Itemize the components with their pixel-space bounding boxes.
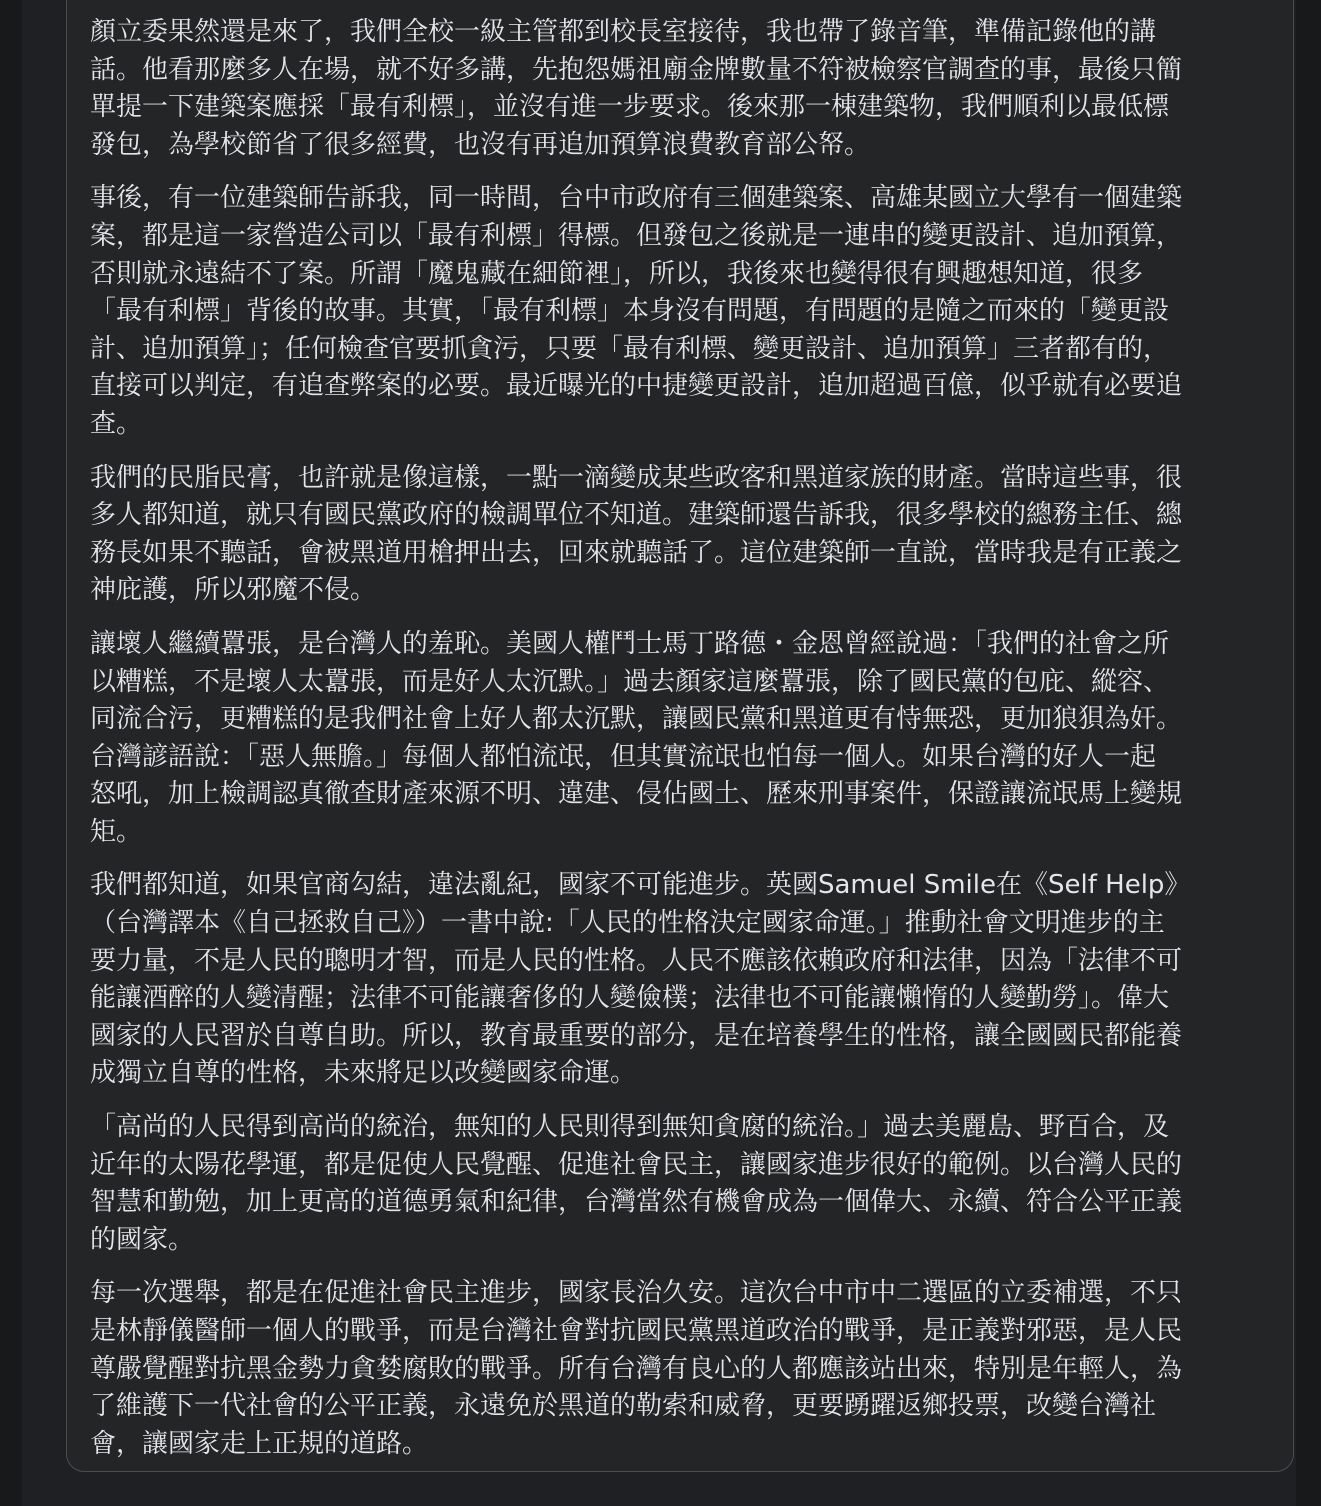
feed-column: [22, 0, 1296, 1506]
post-paragraph-6: 「高尚的人民得到高尚的統治，無知的人民則得到無知貪腐的統治。」過去美麗島、野百合，及 近年的太陽花學運，都是促使人民覺醒、促進社會民主，讓國家進步很好的範例。以台灣人民的 智慧和勤勉，加上更高的道德勇氣和紀律，台灣當然有機會成為一個偉大、永續、符合公平正義 的國家。: [90, 1112, 1183, 1255]
post-paragraph-4: 讓壞人繼續囂張，是台灣人的羞恥。美國人權鬥士馬丁路德・金恩曾經說過：「我們的社會之所 以糟糕，不是壞人太囂張，而是好人太沉默。」過去顏家這麼囂張，除了國民黨的包庇、縱容、 同流合污，更糟糕的是我們社會上好人都太沉默，讓國民黨和黑道更有恃無恐，更加狼狽為奸。 台灣諺語說：「惡人無膽。」每個人都怕流氓，但其實流氓也怕每一個人。如果台灣的好人一起 怒吼，加上檢調認真徹查財產來源不明、違建、侵佔國土、歷來刑事案件，保證讓流氓馬上變規 矩。: [90, 628, 1183, 847]
post-body-text: [90, 14, 1275, 1472]
post-paragraph-3: 我們的民脂民膏，也許就是像這樣，一點一滴變成某些政客和黑道家族的財產。當時這些事，很 多人都知道，就只有國民黨政府的檢調單位不知道。建築師還告訴我，很多學校的總務主任、總 務長如果不聽話，會被黑道用槍押出去，回來就聽話了。這位建築師一直說，當時我是有正義之 神庇護，所以邪魔不侵。: [90, 462, 1183, 606]
post-paragraph-7: 每一次選舉，都是在促進社會民主進步，國家長治久安。這次台中市中二選區的立委補選，不只 是林靜儀醫師一個人的戰爭，而是台灣社會對抗國民黨黑道政治的戰爭，是正義對邪惡，是人民 尊嚴覺醒對抗黑金勢力貪婪腐敗的戰爭。所有台灣有良心的人都應該站出來，特別是年輕人，為 了維護下一代社會的公平正義，永遠免於黑道的勒索和威脅，更要踴躍返鄉投票，改變台灣社 會，讓國家走上正規的道路。: [90, 1278, 1183, 1459]
post-card: [66, 0, 1294, 1472]
post-paragraph-1: 顏立委果然還是來了，我們全校一級主管都到校長室接待，我也帶了錄音筆，準備記錄他的講 話。他看那麼多人在場，就不好多講，先抱怨媽祖廟金牌數量不符被檢察官調查的事，最後只簡 單提一下建築案應採「最有利標」，並沒有進一步要求。後來那一棟建築物，我們順利以最低標 發包，為學校節省了很多經費，也沒有再追加預算浪費教育部公帑。: [90, 17, 1183, 160]
post-paragraph-5: 我們都知道，如果官商勾結，違法亂紀，國家不可能進步。英國Samuel Smile在《Self Help》 （台灣譯本《自己拯救自己》）一書中說:「人民的性格決定國家命運。」推動社會文明進步的主 要力量，不是人民的聰明才智，而是人民的性格。人民不應該依賴政府和法律，因為「法律不可 能讓酒醉的人變清醒；法律不可能讓奢侈的人變儉樸；法律也不可能讓懶惰的人變勤勞」。偉大 國家的人民習於自尊自助。所以，教育最重要的部分，是在培養學生的性格，讓全國國民都能養 成獨立自尊的性格，未來將足以改變國家命運。: [90, 870, 1191, 1089]
post-paragraph-2: 事後，有一位建築師告訴我，同一時間，台中市政府有三個建築案、高雄某國立大學有一個建築 案，都是這一家營造公司以「最有利標」得標。但發包之後就是一連串的變更設計、追加預算， 否則就永遠結不了案。所謂「魔鬼藏在細節裡」，所以，我後來也變得很有興趣想知道，很多 「最有利標」背後的故事。其實，「最有利標」本身沒有問題，有問題的是隨之而來的「變更設 計、追加預算」；任何檢查官要抓貪污，只要「最有利標、變更設計、追加預算」三者都有的， 直接可以判定，有追查弊案的必要。最近曝光的中捷變更設計，追加超過百億，似乎就有必要追 查。: [90, 183, 1183, 439]
